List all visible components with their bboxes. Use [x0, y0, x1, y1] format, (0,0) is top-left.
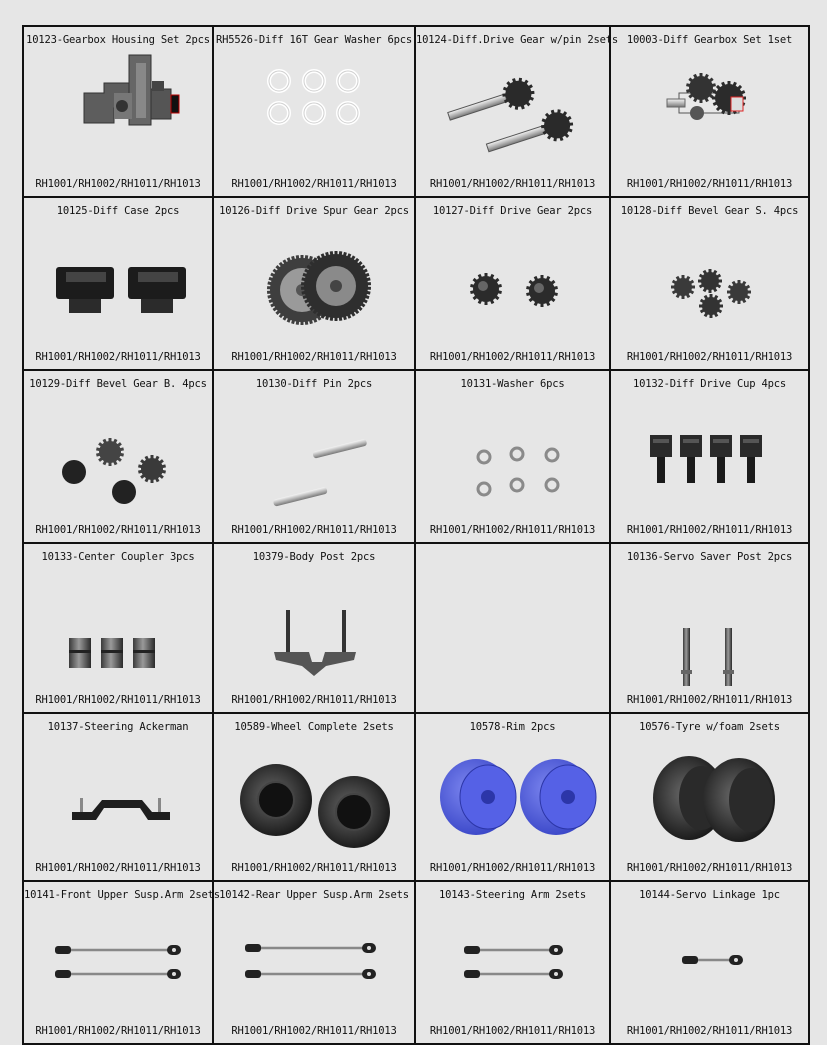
part-title: 10003-Diff Gearbox Set 1set: [626, 34, 793, 46]
part-cell: [214, 882, 416, 1045]
compat-models: RH1001/RH1002/RH1011/RH1013: [429, 524, 596, 536]
part-cell: [611, 714, 810, 882]
part-title: 10129-Diff Bevel Gear B. 4pcs: [29, 378, 207, 390]
empty-slot: [416, 570, 609, 686]
part-title: 10127-Diff Drive Gear 2pcs: [432, 205, 593, 217]
compat-models: RH1001/RH1002/RH1011/RH1013: [429, 862, 596, 874]
part-cell: [24, 27, 214, 198]
compat-models: RH1001/RH1002/RH1011/RH1013: [231, 351, 397, 363]
compat-models: RH1001/RH1002/RH1011/RH1013: [626, 1025, 793, 1037]
compat-models: RH1001/RH1002/RH1011/RH1013: [35, 178, 201, 190]
compat-models: RH1001/RH1002/RH1011/RH1013: [429, 351, 596, 363]
part-cell: [24, 544, 214, 714]
part-cell: [214, 371, 416, 544]
part-title: 10133-Center Coupler 3pcs: [41, 551, 195, 563]
compat-models: RH1001/RH1002/RH1011/RH1013: [231, 524, 397, 536]
part-cell: [611, 544, 810, 714]
part-cell: [416, 714, 611, 882]
part-title: 10143-Steering Arm 2sets: [439, 889, 586, 901]
part-title: 10126-Diff Drive Spur Gear 2pcs: [219, 205, 409, 217]
compat-models: RH1001/RH1002/RH1011/RH1013: [231, 178, 397, 190]
part-title: 10128-Diff Bevel Gear S. 4pcs: [620, 205, 799, 217]
drive-cup-icon: [611, 397, 808, 516]
parts-grid: [22, 25, 810, 1045]
part-title: 10136-Servo Saver Post 2pcs: [626, 551, 793, 563]
compat-models: RH1001/RH1002/RH1011/RH1013: [35, 351, 201, 363]
compat-models: RH1001/RH1002/RH1011/RH1013: [429, 178, 596, 190]
part-title: 10124-Diff.Drive Gear w/pin 2sets: [416, 34, 619, 46]
gear-washer-icon: [214, 53, 414, 170]
compat-models: RH1001/RH1002/RH1011/RH1013: [231, 694, 397, 706]
part-cell: [214, 27, 416, 198]
part-cell: [611, 198, 810, 371]
part-title: 10578-Rim 2pcs: [469, 721, 556, 733]
part-cell: [24, 371, 214, 544]
compat-models: RH1001/RH1002/RH1011/RH1013: [626, 351, 793, 363]
compat-models: RH1001/RH1002/RH1011/RH1013: [35, 1025, 201, 1037]
part-title: 10132-Diff Drive Cup 4pcs: [632, 378, 787, 390]
bevel-gear-small-icon: [611, 224, 808, 343]
part-title: 10144-Servo Linkage 1pc: [639, 889, 780, 901]
drive-gear-icon: [416, 224, 609, 343]
part-title: 10589-Wheel Complete 2sets: [234, 721, 394, 733]
steering-arm-icon: [416, 908, 609, 1017]
diff-gearbox-icon: [611, 53, 808, 170]
part-title: 10123-Gearbox Housing Set 2pcs: [26, 34, 210, 46]
tyre-icon: [611, 740, 808, 854]
compat-models: RH1001/RH1002/RH1011/RH1013: [626, 862, 793, 874]
gearbox-housing-icon: [24, 53, 212, 170]
body-post-icon: [214, 570, 414, 686]
part-cell: [416, 27, 619, 198]
steering-ackerman-icon: [24, 740, 212, 854]
part-title: 10141-Front Upper Susp.Arm 2sets: [24, 889, 220, 901]
part-cell: [214, 544, 416, 714]
part-title: 10142-Rear Upper Susp.Arm 2sets: [219, 889, 409, 901]
diff-pin-icon: [214, 397, 414, 516]
spur-gear-icon: [214, 224, 414, 343]
part-title: 10130-Diff Pin 2pcs: [255, 378, 373, 390]
part-cell: [611, 882, 810, 1045]
compat-models: RH1001/RH1002/RH1011/RH1013: [429, 1025, 596, 1037]
part-cell: [416, 371, 611, 544]
part-title: 10379-Body Post 2pcs: [252, 551, 376, 563]
washer-icon: [416, 397, 609, 516]
front-susp-arm-icon: [24, 908, 212, 1017]
part-cell: [214, 714, 416, 882]
diff-case-icon: [24, 224, 212, 343]
part-cell: [611, 27, 810, 198]
compat-models: RH1001/RH1002/RH1011/RH1013: [626, 178, 793, 190]
compat-models: RH1001/RH1002/RH1011/RH1013: [35, 862, 201, 874]
part-cell: [416, 198, 611, 371]
part-title: RH5526-Diff 16T Gear Washer 6pcs: [216, 34, 412, 46]
drive-gear-pin-icon: [416, 53, 609, 170]
wheel-complete-icon: [214, 740, 414, 854]
part-title: 10125-Diff Case 2pcs: [56, 205, 180, 217]
part-cell: [416, 544, 611, 714]
servo-linkage-icon: [611, 908, 808, 1017]
center-coupler-icon: [24, 570, 212, 686]
part-title: 10137-Steering Ackerman: [47, 721, 189, 733]
part-cell: [24, 198, 214, 371]
compat-models: RH1001/RH1002/RH1011/RH1013: [626, 694, 793, 706]
compat-models: RH1001/RH1002/RH1011/RH1013: [35, 694, 201, 706]
part-cell: [611, 371, 810, 544]
part-cell: [24, 882, 220, 1045]
compat-models: RH1001/RH1002/RH1011/RH1013: [626, 524, 793, 536]
rim-icon: [416, 740, 609, 854]
part-cell: [214, 198, 416, 371]
compat-models: RH1001/RH1002/RH1011/RH1013: [231, 862, 397, 874]
part-cell: [24, 714, 214, 882]
bevel-gear-big-icon: [24, 397, 212, 516]
compat-models: RH1001/RH1002/RH1011/RH1013: [35, 524, 201, 536]
servo-saver-post-icon: [611, 570, 808, 686]
part-title: 10131-Washer 6pcs: [460, 378, 565, 390]
rear-susp-arm-icon: [214, 908, 414, 1017]
compat-models: RH1001/RH1002/RH1011/RH1013: [231, 1025, 397, 1037]
part-cell: [416, 882, 611, 1045]
part-title: 10576-Tyre w/foam 2sets: [639, 721, 780, 733]
